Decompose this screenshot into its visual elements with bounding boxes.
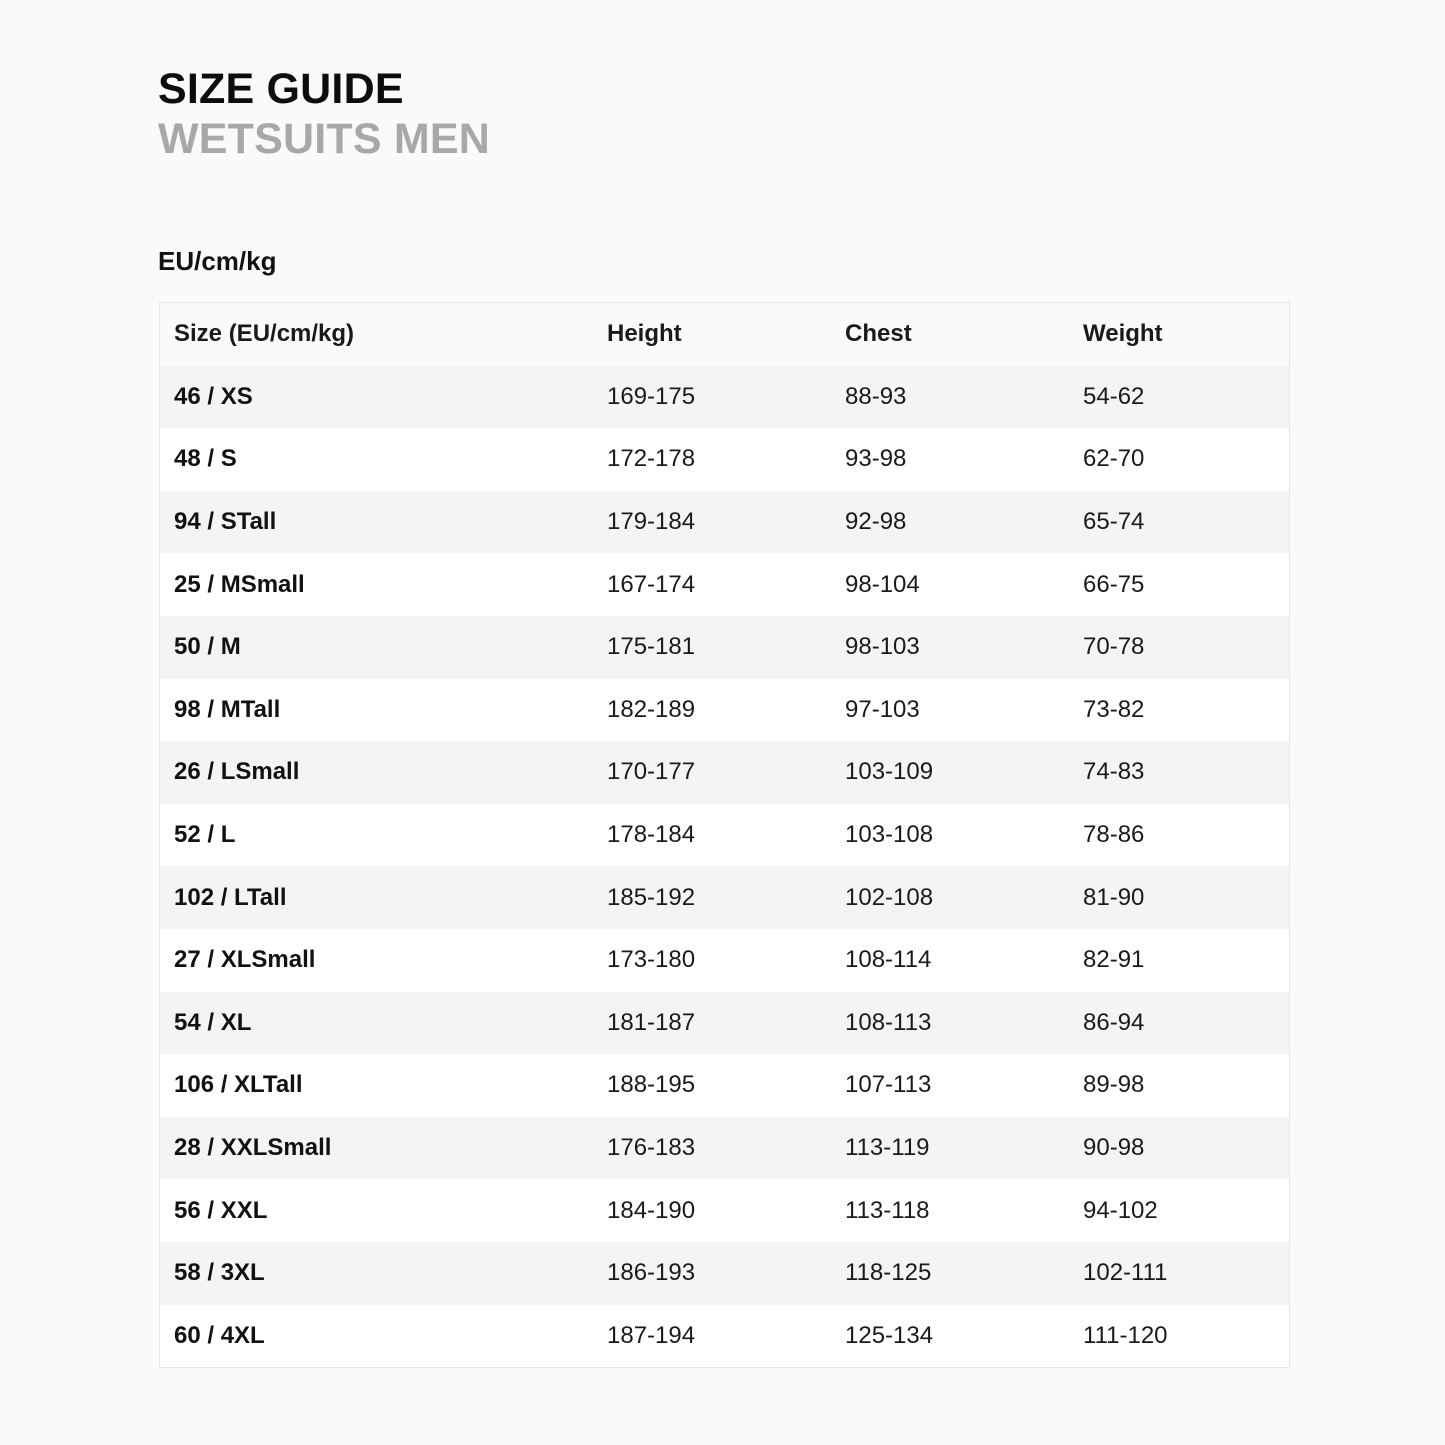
chest-cell: 103-108 — [845, 821, 934, 849]
column-header-size: Size (EU/cm/kg) — [174, 320, 355, 348]
height-cell: 178-184 — [607, 821, 696, 849]
chest-cell: 88-93 — [845, 382, 907, 410]
height-cell: 182-189 — [607, 695, 696, 723]
weight-cell: 94-102 — [1083, 1196, 1158, 1224]
weight-cell: 65-74 — [1083, 508, 1145, 536]
chest-cell: 118-125 — [845, 1259, 932, 1287]
table-row — [160, 428, 1289, 491]
weight-cell: 89-98 — [1083, 1071, 1145, 1099]
weight-cell: 74-83 — [1083, 758, 1145, 786]
page-header — [158, 64, 490, 164]
size-cell: 50 / M — [174, 633, 241, 661]
size-cell: 56 / XXL — [174, 1196, 268, 1224]
table-row — [160, 1242, 1289, 1305]
weight-cell: 81-90 — [1083, 883, 1145, 911]
height-cell: 176-183 — [607, 1134, 696, 1162]
page-subtitle: WETSUITS MEN — [158, 115, 491, 163]
weight-cell: 66-75 — [1083, 570, 1145, 598]
chest-cell: 108-114 — [845, 946, 932, 974]
table-row — [160, 616, 1289, 679]
table-row — [160, 553, 1289, 616]
column-header-weight: Weight — [1083, 320, 1163, 348]
table-row — [160, 679, 1289, 742]
size-cell: 28 / XXLSmall — [174, 1134, 332, 1162]
column-header-height: Height — [607, 320, 682, 348]
chest-cell: 113-118 — [845, 1196, 930, 1224]
size-cell: 54 / XL — [174, 1008, 252, 1036]
table-row — [160, 491, 1289, 554]
size-cell: 52 / L — [174, 821, 236, 849]
chest-cell: 103-109 — [845, 758, 934, 786]
size-cell: 46 / XS — [174, 382, 253, 410]
table-row — [160, 929, 1289, 992]
chest-cell: 102-108 — [845, 883, 934, 911]
chest-cell: 107-113 — [845, 1071, 932, 1099]
weight-cell: 54-62 — [1083, 382, 1145, 410]
height-cell: 167-174 — [607, 570, 696, 598]
chest-cell: 113-119 — [845, 1134, 930, 1162]
height-cell: 186-193 — [607, 1259, 696, 1287]
height-cell: 188-195 — [607, 1071, 696, 1099]
height-cell: 175-181 — [607, 633, 696, 661]
height-cell: 173-180 — [607, 946, 696, 974]
page-title: SIZE GUIDE — [158, 65, 404, 113]
size-table-container — [159, 302, 1290, 1368]
size-cell: 98 / MTall — [174, 695, 281, 723]
table-header-row — [160, 303, 1289, 366]
chest-cell: 98-104 — [845, 570, 920, 598]
chest-cell: 93-98 — [845, 445, 907, 473]
size-table — [160, 303, 1289, 1367]
weight-cell: 78-86 — [1083, 821, 1145, 849]
chest-cell: 108-113 — [845, 1008, 932, 1036]
table-row — [160, 1179, 1289, 1242]
table-row — [160, 366, 1289, 429]
size-cell: 48 / S — [174, 445, 237, 473]
height-cell: 185-192 — [607, 883, 696, 911]
table-row — [160, 804, 1289, 867]
table-header — [160, 303, 1289, 366]
weight-cell: 62-70 — [1083, 445, 1145, 473]
table-body — [160, 366, 1289, 1368]
table-row — [160, 1305, 1289, 1368]
height-cell: 172-178 — [607, 445, 696, 473]
height-cell: 181-187 — [607, 1008, 696, 1036]
size-cell: 102 / LTall — [174, 883, 287, 911]
size-cell: 60 / 4XL — [174, 1321, 265, 1349]
table-row — [160, 1117, 1289, 1180]
weight-cell: 90-98 — [1083, 1134, 1145, 1162]
table-row — [160, 992, 1289, 1055]
weight-cell: 86-94 — [1083, 1008, 1145, 1036]
height-cell: 169-175 — [607, 382, 696, 410]
chest-cell: 125-134 — [845, 1321, 934, 1349]
weight-cell: 82-91 — [1083, 946, 1145, 974]
table-row — [160, 1054, 1289, 1117]
size-cell: 25 / MSmall — [174, 570, 305, 598]
weight-cell: 70-78 — [1083, 633, 1145, 661]
weight-cell: 111-120 — [1083, 1321, 1168, 1349]
chest-cell: 92-98 — [845, 508, 907, 536]
height-cell: 187-194 — [607, 1321, 696, 1349]
units-label: EU/cm/kg — [158, 246, 277, 276]
chest-cell: 97-103 — [845, 695, 920, 723]
height-cell: 170-177 — [607, 758, 696, 786]
size-cell: 58 / 3XL — [174, 1259, 265, 1287]
weight-cell: 73-82 — [1083, 695, 1145, 723]
table-row — [160, 866, 1289, 929]
column-header-chest: Chest — [845, 320, 912, 348]
height-cell: 184-190 — [607, 1196, 696, 1224]
height-cell: 179-184 — [607, 508, 696, 536]
table-row — [160, 741, 1289, 804]
weight-cell: 102-111 — [1083, 1259, 1168, 1287]
size-cell: 27 / XLSmall — [174, 946, 316, 974]
chest-cell: 98-103 — [845, 633, 920, 661]
size-cell: 94 / STall — [174, 508, 277, 536]
size-cell: 26 / LSmall — [174, 758, 300, 786]
size-cell: 106 / XLTall — [174, 1071, 303, 1099]
